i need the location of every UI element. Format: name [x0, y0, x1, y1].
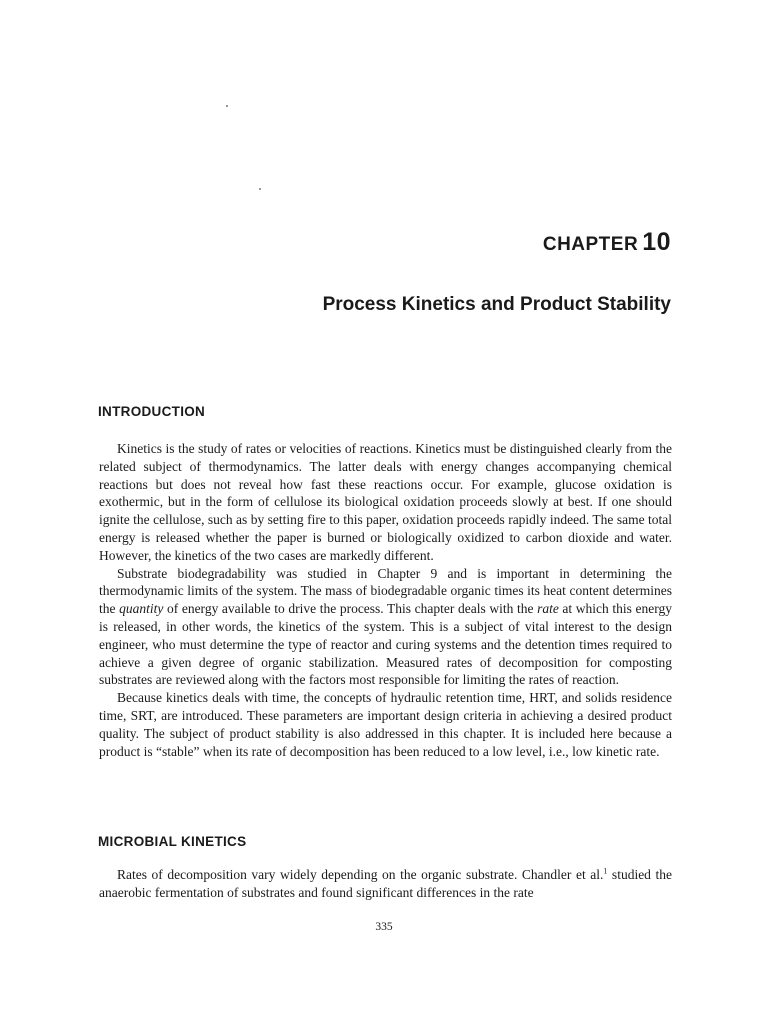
paragraph-text: of energy available to drive the process. This chapter deals with the [163, 601, 538, 617]
paragraph [99, 689, 672, 760]
footnote-reference: 1 [603, 866, 608, 876]
paragraph-text: Substrate biodegradability was studied in Chapter 9 and is important in determining the thermodynamic limits of the system. The mass of biodegradable organic times its heat content determines the [99, 565, 672, 617]
chapter-number: 10 [642, 228, 671, 256]
scan-speck [259, 188, 261, 190]
paragraph [99, 866, 672, 902]
page-number: 335 [375, 921, 393, 933]
scan-speck [226, 105, 228, 107]
paragraph [99, 440, 672, 565]
microbial-kinetics-body [99, 866, 672, 902]
paragraph-text: at which this energy is released, in other words, the kinetics of the system. This is a subject of vital interest to the design engineer, who must determine the type of reactor and curing systems and the detention times required to achieve a given degree of organic stabilization. Measured rates of decomposition for composting substrates are reviewed along with the factors most responsible for limiting the rates of reaction. [99, 601, 672, 688]
chapter-title: Process Kinetics and Product Stability [322, 294, 671, 315]
emphasized-text: quantity [119, 601, 164, 617]
chapter-label [543, 228, 671, 257]
paragraph-text: Kinetics is the study of rates or velocities of reactions. Kinetics must be distinguished clearly from the related subject of thermodynamics. The latter deals with energy changes accompanying chemical reactions but does not reveal how fast these reactions occur. For example, glucose oxidation is exothermic, but in the form of cellulose its biological oxidation proceeds slowly at best. If one should ignite the cellulose, such as by setting fire to this paper, oxidation proceeds rapidly indeed. The same total energy is released whether the paper is burned or biologically oxidized to carbon dioxide and water. However, the kinetics of the two cases are markedly different. [99, 441, 672, 563]
paragraph-text: Because kinetics deals with time, the concepts of hydraulic retention time, HRT, and solids residence time, SRT, are introduced. These parameters are important design criteria in achieving a desired product quality. The subject of product stability is also addressed in this chapter. It is included here because a product is “stable” when its rate of decomposition has been reduced to a low level, i.e., low kinetic rate. [99, 690, 672, 759]
paragraph-text: Rates of decomposition vary widely depending on the organic substrate. Chandler et al. [117, 867, 604, 882]
chapter-word: CHAPTER [542, 234, 639, 255]
emphasized-text: rate [537, 601, 559, 617]
section-heading-introduction: INTRODUCTION [98, 404, 206, 419]
introduction-body [99, 440, 672, 760]
section-heading-microbial-kinetics: MICROBIAL KINETICS [98, 834, 247, 849]
paragraph-text: studied the anaerobic fermentation of substrates and found significant differences in the rate [99, 867, 672, 900]
paragraph [99, 565, 672, 690]
